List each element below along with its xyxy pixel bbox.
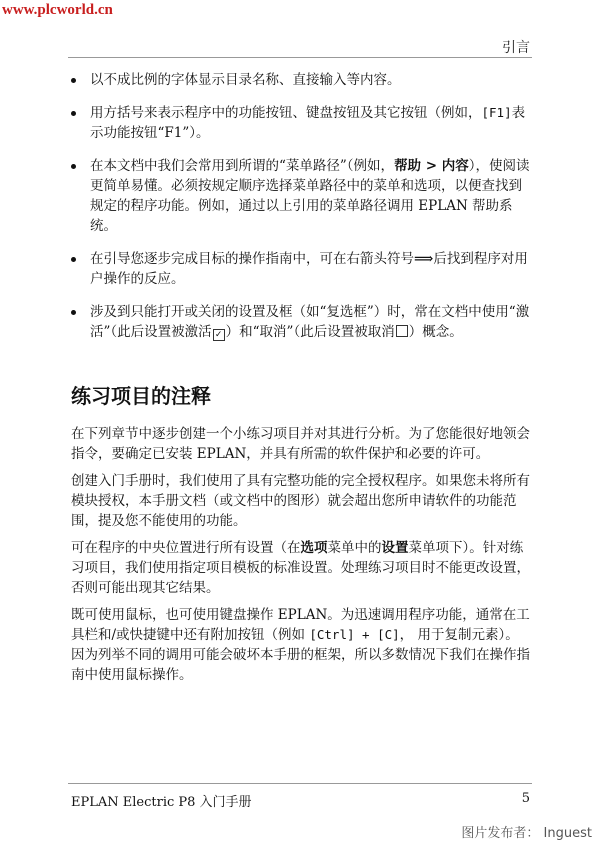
key-f1: [F1] (481, 105, 512, 120)
image-credit: 图片发布者： Inguest (461, 826, 592, 841)
bullet-list (68, 70, 532, 355)
header-rule (68, 57, 532, 58)
menu-name-options: 选项 (300, 540, 328, 556)
checkbox-checked-icon: ✓ (213, 329, 225, 341)
section-heading: 练习项目的注释 (71, 384, 211, 408)
footer-title: EPLAN Electric P8 入门手册 (71, 795, 252, 810)
paragraph: 在下列章节中逐步创建一个小练习项目并对其进行分析。为了您能很好地领会指令，要确定已安装 EPLAN，并具有所需的软件保护和必要的许可。 (71, 426, 530, 462)
bullet-dot-icon (71, 257, 76, 262)
body-text (71, 424, 531, 692)
paragraph (71, 538, 531, 598)
paragraph (71, 605, 531, 685)
bullet-text: 表示功能按钮“F1”）。 (90, 105, 526, 141)
bullet-text: 后找到程序对用户操作的反应。 (90, 251, 528, 287)
bullet-text: ）和“取消”（此后设置被取消 (225, 324, 395, 340)
watermark-url: www.plcworld.cn (2, 2, 113, 18)
bullet-text: 用方括号来表示程序中的功能按钮、键盘按钮及其它按钮（例如， (90, 105, 482, 121)
bullet-dot-icon (71, 111, 76, 116)
list-item (68, 302, 532, 342)
bullet-text: 在本文档中我们会常用到所谓的“菜单路径”（例如， (90, 158, 395, 174)
bullet-dot-icon (71, 164, 76, 169)
bullet-dot-icon (71, 78, 76, 83)
bullet-text: 在引导您逐步完成目标的操作指南中，可在右箭头符号 (90, 251, 414, 267)
list-item (68, 249, 532, 289)
paragraph: 创建入门手册时，我们使用了具有完整功能的完全授权程序。如果您未将所有模块授权，本手册文档（或文档中的图形）就会超出您所申请软件的功能范围，提及您不能使用的功能。 (71, 473, 530, 529)
bullet-text: 涉及到只能打开或关闭的设置及框（如“复选框”）时，常在文档中使用“激活”（此后设置被激活 (90, 304, 530, 340)
paragraph-text: 既可使用鼠标，也可使用键盘操作 EPLAN。为迅速调用程序功能，通常在工具栏和/或快捷键中还有附加按钮（例如 (71, 607, 530, 643)
list-item (68, 156, 532, 236)
bullet-text: ）概念。 (408, 324, 463, 340)
paragraph-text: 菜单项下）。针对练习项目，我们使用指定项目模板的标准设置。处理练习项目时不能更改设置，否则可能出现其它结果。 (71, 540, 530, 596)
bullet-text: ），使阅读更简单易懂。必须按规定顺序选择菜单路径中的菜单和选项，以便查找到规定的程序功能。例如，通过以上引用的菜单路径调用 EPLAN 帮助系统。 (90, 158, 530, 234)
paragraph-text: 菜单中的 (327, 540, 382, 556)
menu-item-settings: 设置 (381, 540, 409, 556)
paragraph-text: 可在程序的中央位置进行所有设置（在 (71, 540, 301, 556)
running-header: 引言 (502, 40, 530, 56)
menu-path-example: 帮助 > 内容 (394, 158, 469, 174)
bullet-dot-icon (71, 310, 76, 315)
page-number: 5 (521, 791, 530, 806)
key-combination: [Ctrl] + [C] (309, 627, 400, 642)
list-item (68, 70, 532, 90)
bullet-text: 以不成比例的字体显示目录名称、直接输入等内容。 (90, 72, 401, 88)
list-item (68, 103, 532, 143)
checkbox-unchecked-icon (396, 325, 408, 337)
footer-rule (68, 783, 532, 784)
paragraph-text: ， 用于复制元素）。因为列举不同的调用可能会破坏本手册的框架，所以多数情况下我们在操作指南中使用鼠标操作。 (71, 627, 530, 683)
right-arrow-icon: ⟹ (414, 251, 434, 267)
